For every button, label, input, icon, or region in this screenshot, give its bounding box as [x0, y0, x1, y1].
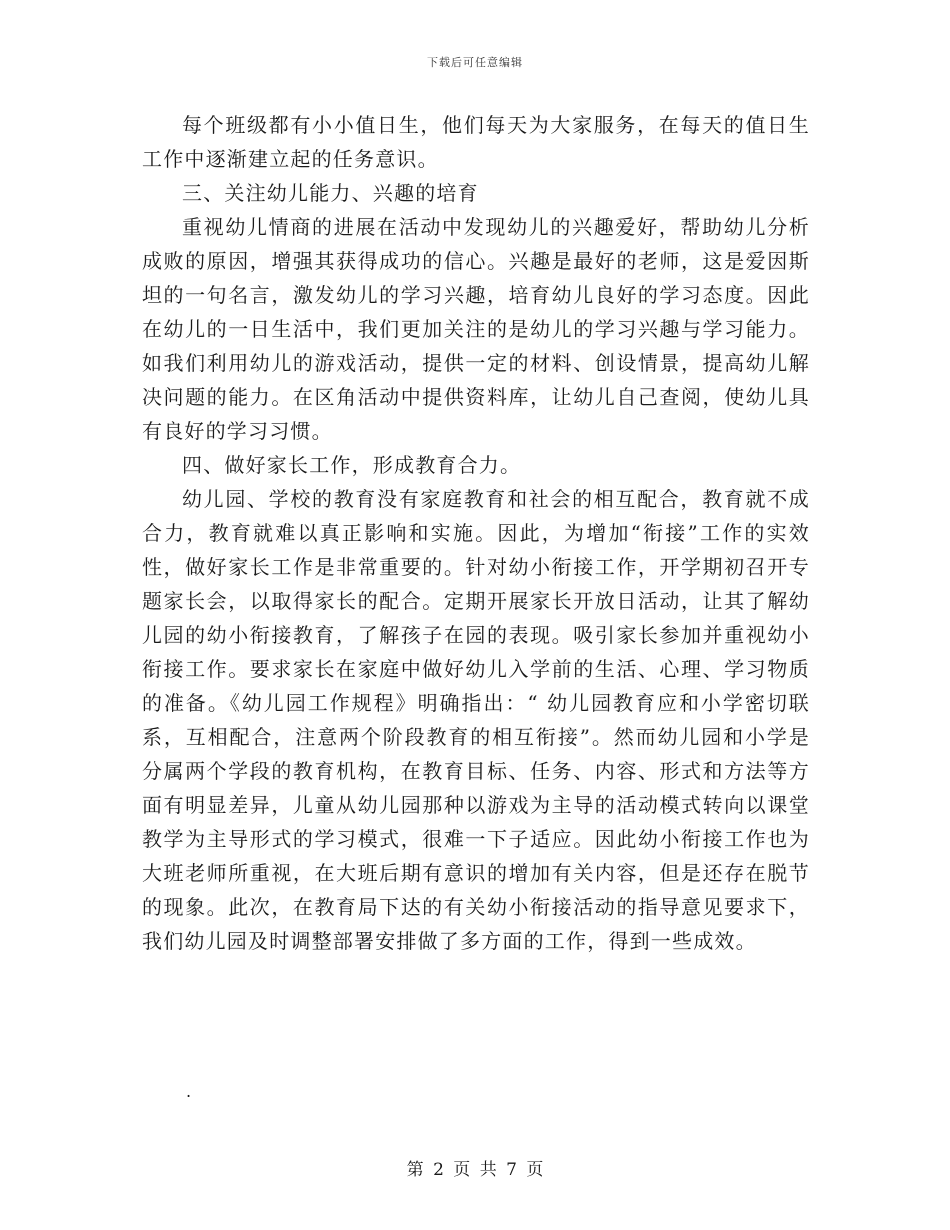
paragraph-interest-cultivation: 重视幼儿情商的进展在活动中发现幼儿的兴趣爱好，帮助幼儿分析成败的原因，增强其获得成功的信心。兴趣是最好的老师，这是爱因斯坦的一句名言，激发幼儿的学习兴趣，培育幼儿良好的学习态度。因此在幼儿的一日生活中，我们更加关注的是幼儿的学习兴趣与学习能力。如我们利用幼儿的游戏活动，提供一定的材料、创设情景，提高幼儿解决问题的能力。在区角活动中提供资料库，让幼儿自己查阅，使幼儿具有良好的学习习惯。	[142, 215, 810, 443]
paragraph-parent-work: 幼儿园、学校的教育没有家庭教育和社会的相互配合，教育就不成合力，教育就难以真正影响和实施。因此，为增加“衔接”工作的实效性，做好家长工作是非常重要的。针对幼小衔接工作，开学期初召开专题家长会，以取得家长的配合。定期开展家长开放日活动，让其了解幼儿园的幼小衔接教育，了解孩子在园的表现。吸引家长参加并重视幼小衔接工作。要求家长在家庭中做好幼儿入学前的生活、心理、学习物质的准备。《幼儿园工作规程》明确指出：“ 幼儿园教育应和小学密切联系，互相配合，注意两个阶段教育的相互衔接”。然而幼儿园和小学是分属两个学段的教育机构，在教育目标、任务、内容、形式和方法等方面有明显差异，儿童从幼儿园那种以游戏为主导的活动模式转向以课堂教学为主导形式的学习模式，很难一下子适应。因此幼小衔接工作也为大班老师所重视，在大班后期有意识的增加有关内容，但是还存在脱节的现象。此次，在教育局下达的有关幼小衔接活动的指导意见要求下，我们幼儿园及时调整部署安排做了多方面的工作，得到一些成效。	[142, 487, 810, 953]
paragraph-duty-students: 每个班级都有小小值日生，他们每天为大家服务，在每天的值日生工作中逐渐建立起的任务意识。	[142, 113, 810, 171]
section-heading-3: 三、关注幼儿能力、兴趣的培育	[182, 181, 479, 205]
document-body	[142, 108, 810, 958]
header-note: 下载后可任意编辑	[427, 56, 523, 69]
dot-mark: .	[186, 1082, 192, 1101]
page-number-footer: 第 2 页 共 7 页	[406, 1160, 544, 1180]
section-heading-4: 四、做好家长工作，形成教育合力。	[182, 453, 522, 477]
